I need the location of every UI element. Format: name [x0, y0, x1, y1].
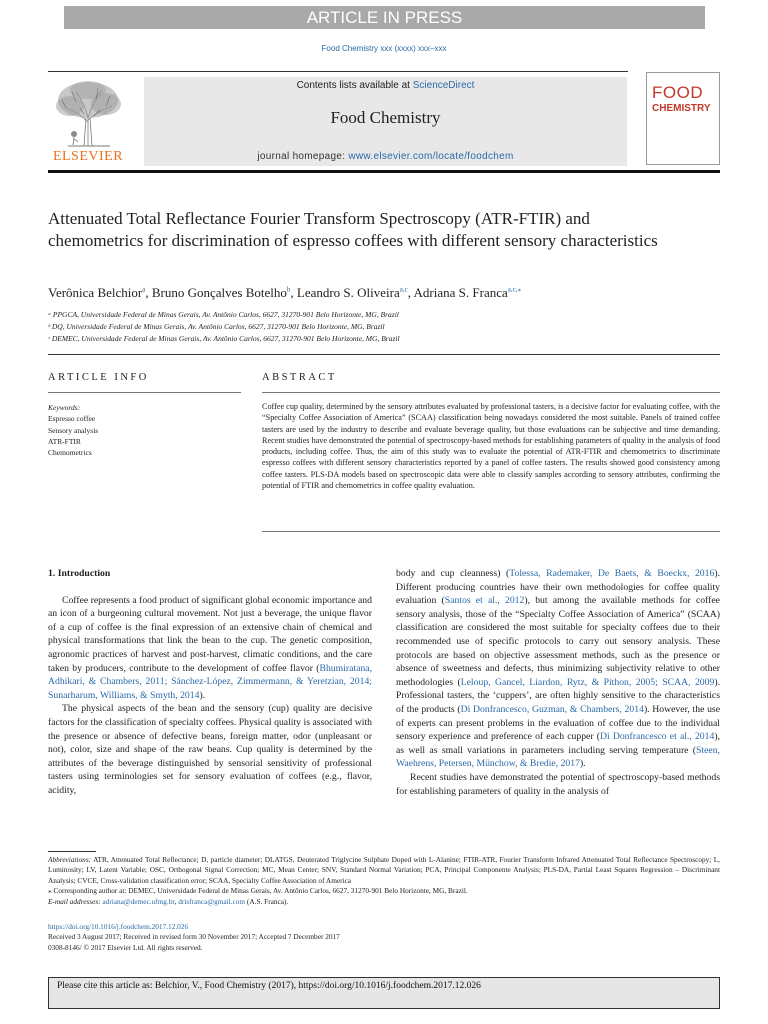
- doi-link[interactable]: https://doi.org/10.1016/j.foodchem.2017.12.026: [48, 922, 189, 931]
- author-affil-sup[interactable]: a: [142, 285, 146, 294]
- citation-text[interactable]: Please cite this article as: Belchior, V., Food Chemistry (2017), https://doi.org/10.1016/j.foodchem.2017.12.026: [57, 981, 481, 991]
- title-acronym: ATR-FTIR: [480, 209, 556, 228]
- abstract-text: Coffee cup quality, determined by the sensory attributes evaluated by professional tasters, is a decisive factor for evaluating coffee, with the “Specialty Coffee Association of America” (SCAA) classification being nowadays considered the most suitable. Panels of trained coffee tasters are used by the industry to describe and evaluate beverage quality, but those evaluations can be subjective and time demanding. Recent studies have demonstrated the potential of spectroscopy-based methods for establishing parameters of quality in the analysis of food products, including coffee. Thus, the aim of this study was to evaluate the potential of ATR-FTIR and chemometrics to discriminate espresso coffees with different sensory characteristics reported by a panel of coffee tasters. The results showed good consistency among coffee tasters. PLS-DA models based on spectroscopic data were able to classify samples according to sensory attributes, confirming the potential of FTIR and chemometrics in coffee quality evaluation.: [262, 402, 720, 491]
- citation-link[interactable]: Leloup, Gancel, Liardon, Rytz, & Pithon, 2005; SCAA, 2009: [460, 676, 715, 688]
- journal-reference[interactable]: Food Chemistry xxx (xxxx) xxx–xxx: [321, 44, 447, 53]
- contents-prefix: Contents lists available at: [296, 80, 413, 91]
- journal-name: Food Chemistry: [330, 108, 441, 127]
- article-title: [48, 208, 688, 252]
- abbreviations-label: Abbreviations:: [48, 855, 92, 864]
- email-suffix: (A.S. Franca).: [245, 896, 289, 906]
- paragraph: [48, 594, 372, 703]
- section-heading: 1. Introduction: [48, 568, 111, 579]
- affiliation: ᶜ DEMEC, Universidade Federal de Minas Gerais, Av. Antônio Carlos, 6627, 31270-901 Belo Horizonte, MG, Brazil: [48, 334, 400, 343]
- paragraph-text: ). Professional tasters, the ‘cuppers’, are often highly sensitive to the characteristics of the products (: [396, 676, 720, 715]
- author-affil-sup[interactable]: b: [286, 285, 291, 294]
- paragraph-text: ). Different producing countries have their own methodologies for coffee quality evaluation (: [396, 568, 720, 607]
- sciencedirect-link[interactable]: ScienceDirect: [412, 80, 475, 91]
- citation-link[interactable]: Bhumiratana, Adhikari, & Chambers, 2011; Sánchez-López, Zimmermann, & Yeretzian, 2014; Sunarharum, Williams, & Smyth, 2014: [48, 662, 372, 701]
- elsevier-tree-logo-icon: [48, 78, 128, 148]
- body-column-left: [48, 567, 372, 798]
- abbreviations-footnote: [48, 855, 720, 886]
- affiliations: [48, 309, 728, 345]
- cover-title-chemistry: CHEMISTRY: [652, 103, 711, 114]
- paragraph: Recent studies have demonstrated the potential of spectroscopy-based methods for establishing parameters of quality in the analysis of: [396, 771, 720, 797]
- paragraph-text: ).: [199, 689, 206, 701]
- body-column-right: [396, 567, 720, 798]
- abstract-bottom-rule: [262, 531, 720, 532]
- journal-homepage: [144, 151, 627, 162]
- paragraph-text: ).: [579, 758, 586, 770]
- paragraph: The physical aspects of the bean and the sensory (cup) quality are decisive factors for the classification of specialty coffees. Physical quality is associated with the presence or absence of defective beans, foreign matter, odor (unpleasant or not), color, size and shape of the raw beans. Cup quality is determined by the attributes of the beverage distinguished by sensorial sensitivity of professional tasters using terminologies set for sensory evaluation of coffees (e.g., flavor, acidity,: [48, 703, 372, 796]
- elsevier-wordmark: ELSEVIER: [52, 149, 124, 164]
- publication-info: [48, 922, 720, 953]
- author-affil-sup[interactable]: a,c: [399, 285, 408, 294]
- article-info-rule: [48, 392, 241, 393]
- email-link[interactable]: drisfranca@gmail.com: [178, 896, 246, 906]
- title-part-2: ) and chemometrics for discrimination of espresso coffees with different sensory characteristics: [48, 209, 658, 250]
- received-dates: Received 3 August 2017; Received in revised form 30 November 2017; Accepted 7 December 2017: [48, 932, 340, 942]
- section-rule: [48, 354, 720, 355]
- author-name[interactable]: Bruno Gonçalves Botelho: [151, 285, 287, 300]
- citation-link[interactable]: Di Donfrancesco, Guzman, & Chambers, 2014: [460, 703, 644, 715]
- keyword: ATR-FTIR: [48, 436, 81, 446]
- homepage-prefix: journal homepage:: [257, 151, 349, 162]
- article-in-press-banner: ARTICLE IN PRESS: [64, 6, 705, 29]
- paragraph-text: body and cup cleanness) (: [396, 568, 510, 579]
- contents-line: [144, 80, 627, 91]
- paragraph-text: Coffee represents a food product of significant global economic importance and an icon of a burgeoning cultural movement. Not just a beverage, the unique flavor of a cup of coffee is the final expression of an extensive chain of chemical and physical transformations that link the bean to the cup. The genetic composition, agronomic practices of harvest and post-harvest, climatic conditions, and the care taken by producers, contribute to the development of coffee flavor (: [48, 594, 372, 674]
- citation-link[interactable]: Steen, Waehrens, Petersen, Münchow, & Bredie, 2017: [396, 744, 720, 770]
- citation-link[interactable]: Di Donfrancesco et al., 2014: [599, 731, 715, 743]
- keyword: Espresso coffee: [48, 414, 96, 424]
- affiliation: ᵇ DQ, Universidade Federal de Minas Gerais, Av. Antônio Carlos, 6627, 31270-901 Belo Horizonte, MG, Brazil: [48, 322, 385, 331]
- abbreviations-text: ATR, Attenuated Total Reflectance; D, particle diameter; DLATGS, Deuterated Triglycine Sulphate Doped with L-Alanine; FTIR-ATR, Fourier Transform Infrared Attenuated Total Reflectance Spectroscopy; L, Luminosity; LV, Latent Variable; OSC, Orthogonal Signal Correction; MC, Mean Center; SNV, Standard Normal Variation; PCA, Principal Componente Analysis; PLS-DA, Partial Least Squares Regression – Discriminant Analysis; CVCE, Cross-validation classification error; SCAA, Specialty Coffee Association of America: [48, 855, 720, 885]
- affiliation: ᵃ PPGCA, Universidade Federal de Minas Gerais, Av. Antônio Carlos, 6627, 31270-901 Belo Horizonte, MG, Brazil: [48, 310, 399, 319]
- paragraph-text: ), but among the available methods for coffee sensory analysis, those of the “Specialty Coffee Association of America” (SCAA) classification are considered the most suitable for specialty coffees due to their recommended use of specific protocols to carry out sensory analysis. These protocols are based on objective assessment methods, such as the presence or absence of sweetness and defects, thus minimizing subjectivity relative to other methodologies (: [396, 595, 720, 688]
- header-bottom-rule: [48, 170, 720, 173]
- footnote-rule: [48, 851, 96, 852]
- author-list: Verônica Belchior$^a$, Bruno Gonçalves Botelho$^b$, Leandro S. Oliveira$^{a,c}$, Adriana S. Franca$^{a,c,⁎}$: [48, 285, 521, 300]
- keyword: Chemometrics: [48, 448, 92, 458]
- email-separator: ,: [174, 896, 179, 906]
- citation-link[interactable]: Santos et al., 2012: [444, 595, 525, 607]
- keywords-block: [48, 402, 238, 458]
- author-affil-sup[interactable]: a,c,⁎: [507, 285, 521, 294]
- author-name[interactable]: Adriana S. Franca: [413, 285, 508, 300]
- abstract-rule: [262, 392, 720, 393]
- keywords-label: Keywords:: [48, 403, 81, 412]
- citation-link[interactable]: Tolessa, Rademaker, De Baets, & Boeckx, 2016: [509, 568, 715, 579]
- email-label: E-mail addresses:: [48, 896, 101, 906]
- paragraph: [396, 567, 720, 771]
- abstract-heading: ABSTRACT: [262, 372, 337, 383]
- cover-title-food: FOOD: [652, 83, 704, 102]
- footnotes: [48, 855, 720, 907]
- copyright: 0308-8146/ © 2017 Elsevier Ltd. All rights reserved.: [48, 942, 203, 952]
- paragraph-text: ), as well as small variations in parameters including serving temperature (: [396, 731, 720, 756]
- email-link[interactable]: adriana@demec.ufmg.br: [102, 896, 175, 906]
- title-part-1: Attenuated Total Reflectance Fourier Transform Spectroscopy (: [48, 209, 481, 228]
- article-info-heading: ARTICLE INFO: [48, 372, 149, 383]
- homepage-link[interactable]: www.elsevier.com/locate/foodchem: [348, 151, 514, 162]
- author-name[interactable]: Leandro S. Oliveira: [296, 285, 400, 300]
- author-name[interactable]: Verônica Belchior: [48, 285, 143, 300]
- corresponding-author-footnote: ⁎ Corresponding author at: DEMEC, Universidade Federal de Minas Gerais, Av. Antônio Carlos, 6627, 31270-901 Belo Horizonte, MG, Brazil.: [48, 886, 468, 896]
- email-footnote: [48, 897, 720, 907]
- paragraph-text: ). However, the use of experts can present problems in the evaluation of coffee due to the individual sensory experience and preference of each cupper (: [396, 703, 720, 743]
- keyword: Sensory analysis: [48, 425, 99, 435]
- header-top-rule: [48, 71, 628, 72]
